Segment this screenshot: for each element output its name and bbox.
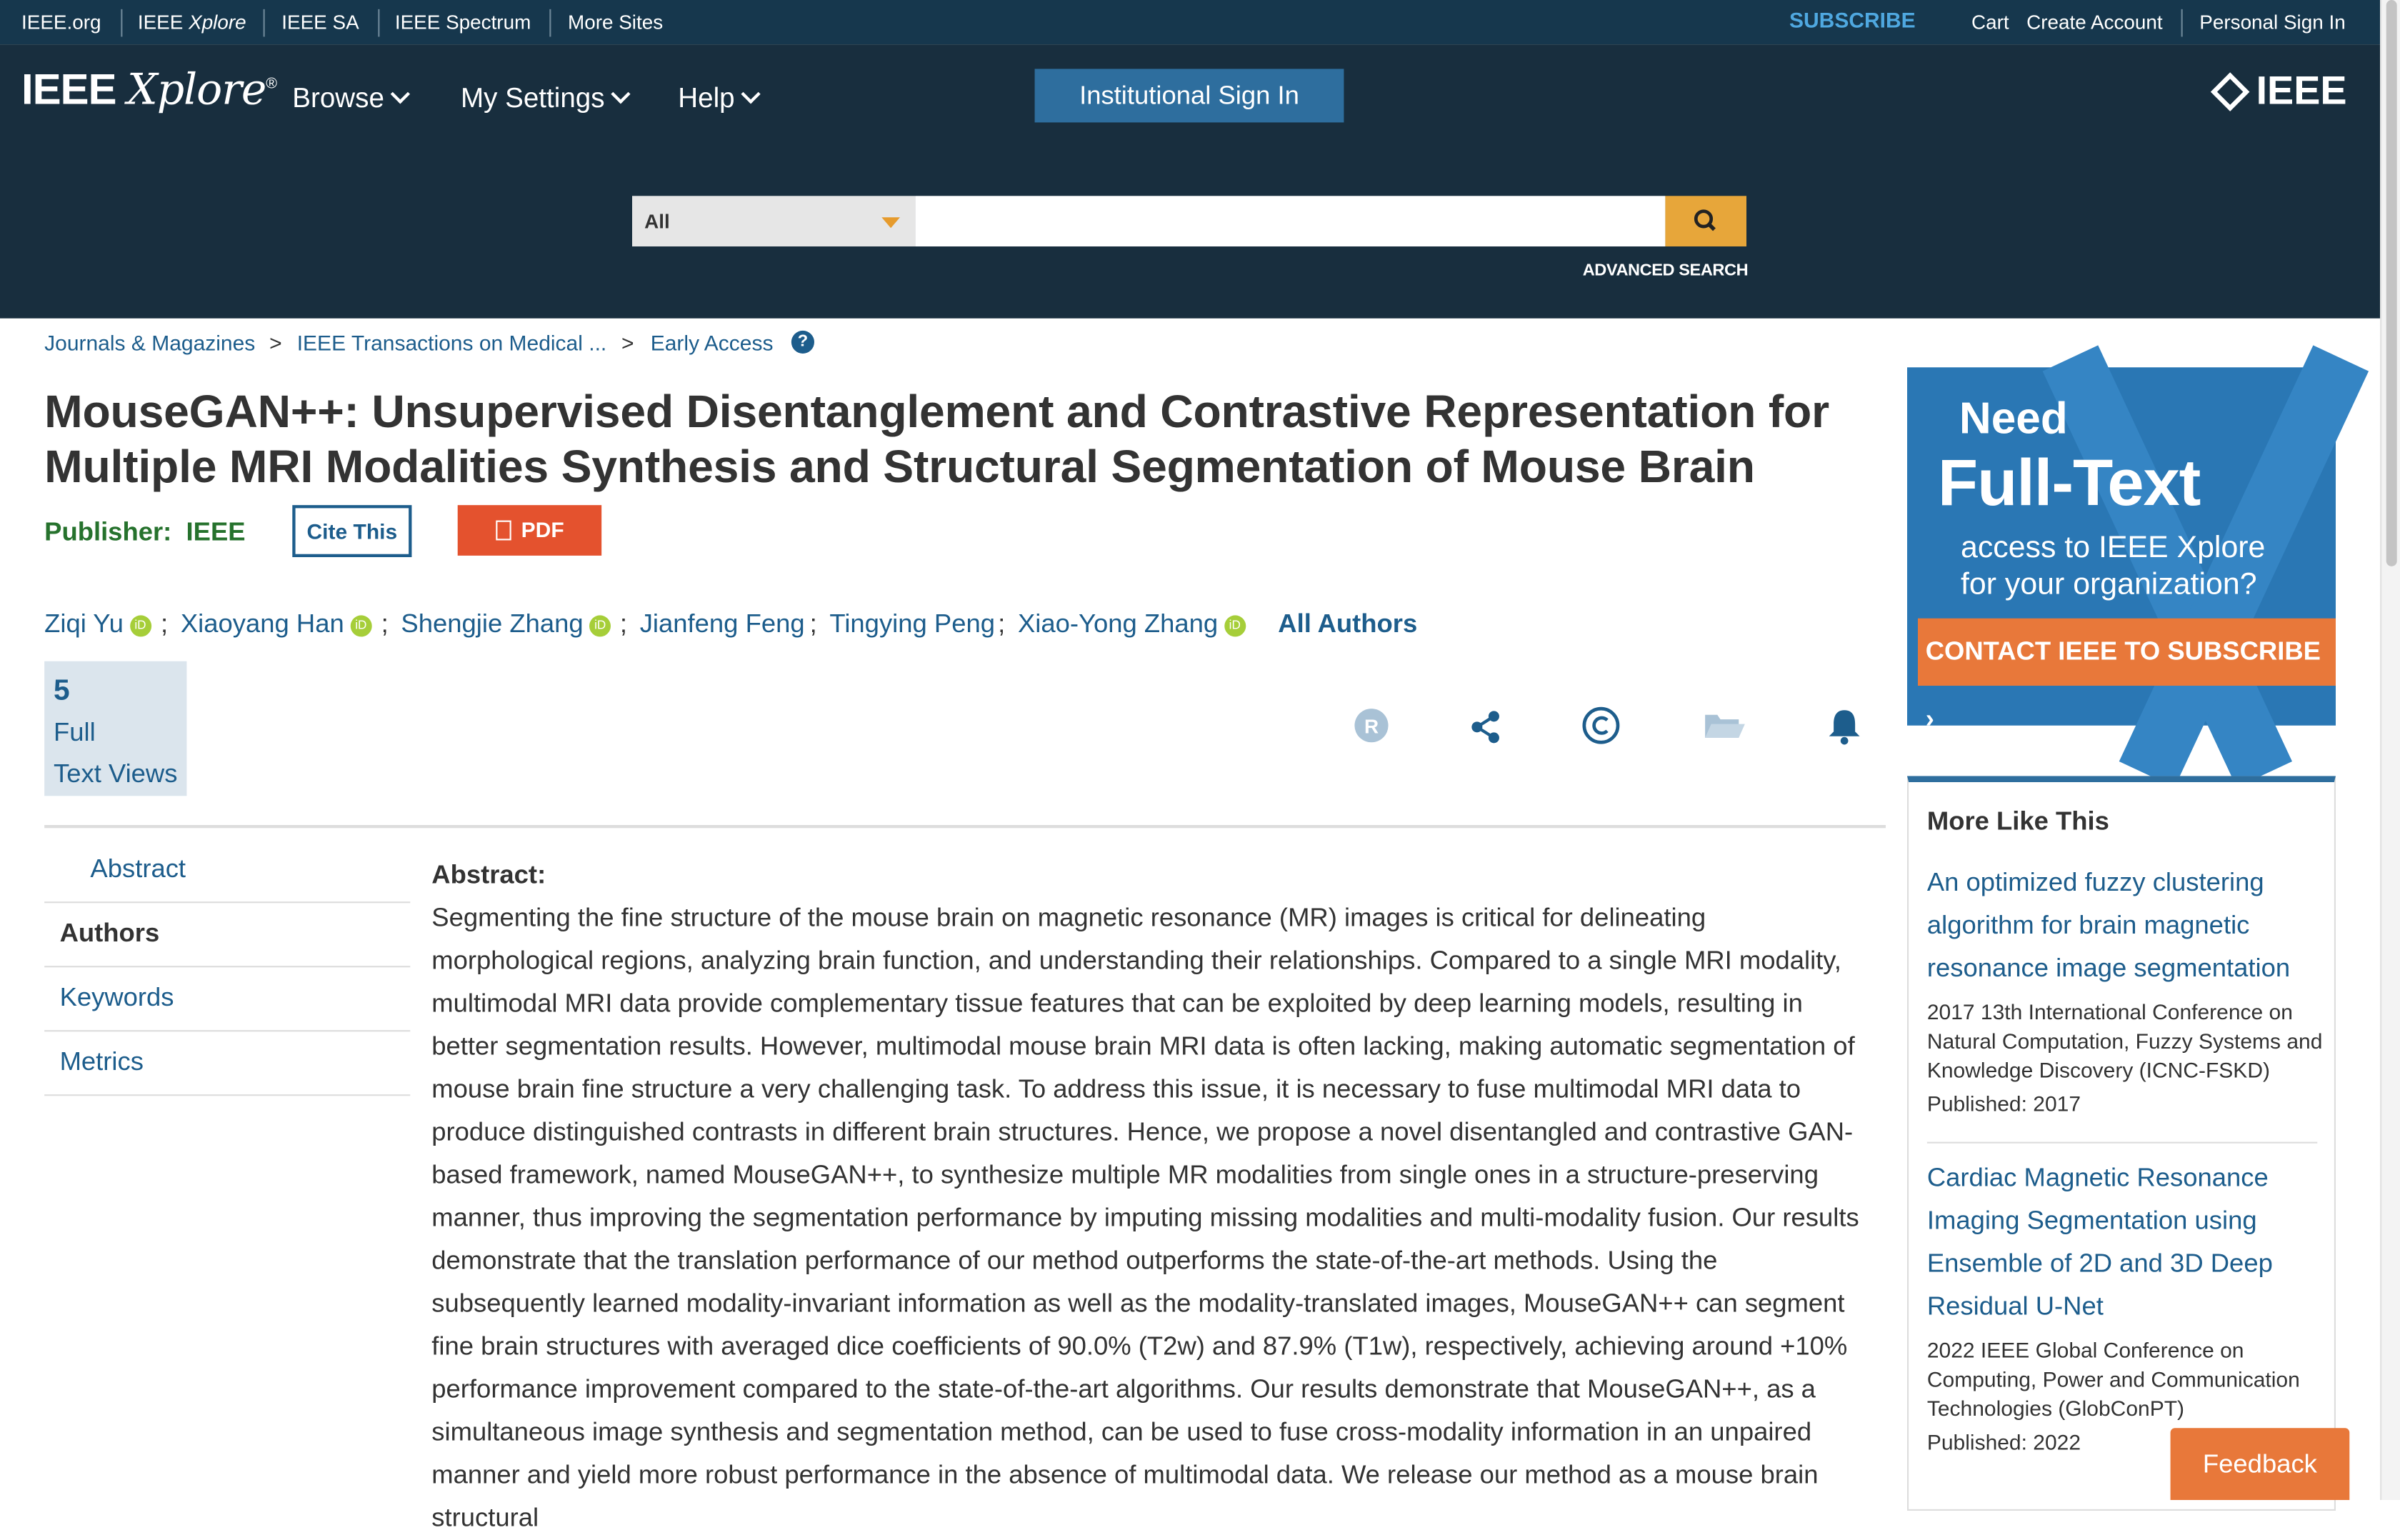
- related-article-source: 2017 13th International Conference on Natural Computation, Fuzzy Systems and Knowledge Discovery (ICNC-FSKD): [1926, 999, 2323, 1082]
- dropdown-arrow-icon: [881, 217, 900, 228]
- folder-icon[interactable]: [1702, 704, 1745, 755]
- logo-text-italic: Xplore: [127, 64, 266, 115]
- search-scope-value: All: [644, 209, 670, 233]
- rights-icon[interactable]: [1353, 704, 1389, 755]
- author-link[interactable]: [44, 609, 151, 640]
- author-name: Ziqi Yu: [44, 609, 124, 639]
- ad-line-1: Need: [1959, 394, 2068, 444]
- breadcrumb-early-access[interactable]: Early Access: [650, 330, 774, 356]
- chevron-down-icon: [611, 84, 630, 104]
- breadcrumb-separator: >: [621, 330, 634, 356]
- link-text: IEEE: [137, 11, 189, 34]
- author-name: Tingying Peng: [829, 609, 995, 639]
- all-authors-link[interactable]: All Authors: [1278, 609, 1418, 639]
- full-text-views-metric: [44, 661, 186, 796]
- scrollbar-thumb[interactable]: [2386, 0, 2397, 566]
- divider: [378, 9, 379, 37]
- chevron-down-icon: [741, 84, 761, 104]
- link-text-italic: Xplore: [189, 11, 246, 34]
- tab-authors[interactable]: Authors: [44, 903, 410, 967]
- search-scope-select[interactable]: [632, 196, 915, 246]
- alert-bell-icon[interactable]: [1826, 704, 1862, 755]
- author-link[interactable]: [401, 609, 611, 640]
- logo-text: IEEE: [21, 66, 128, 114]
- views-label: Full: [54, 717, 96, 747]
- ieee-logo[interactable]: [2216, 67, 2347, 114]
- publisher-label: Publisher:: [44, 517, 172, 546]
- related-article-link[interactable]: An optimized fuzzy clustering algorithm for brain magnetic resonance image segmentation: [1926, 868, 2291, 983]
- more-like-this-heading: More Like This: [1926, 806, 2109, 836]
- breadcrumb-separator: >: [269, 330, 282, 356]
- publisher-name: IEEE: [186, 517, 246, 546]
- orcid-icon[interactable]: iD: [129, 615, 151, 636]
- ieee-spectrum-link[interactable]: IEEE Spectrum: [394, 11, 531, 34]
- ieee-xplore-link[interactable]: [138, 11, 246, 34]
- ieee-xplore-logo[interactable]: [21, 64, 276, 115]
- author-link[interactable]: [829, 609, 995, 640]
- author-name: Xiaoyang Han: [180, 609, 344, 639]
- breadcrumb-transactions[interactable]: IEEE Transactions on Medical ...: [296, 330, 607, 356]
- chevron-down-icon: [391, 84, 410, 104]
- related-article-link[interactable]: Cardiac Magnetic Resonance Imaging Segmentation using Ensemble of 2D and 3D Deep Residual U-Net: [1926, 1163, 2273, 1321]
- more-like-this-panel: [1907, 776, 2336, 1511]
- views-count: 5: [54, 675, 70, 707]
- ieee-org-link[interactable]: IEEE.org: [21, 11, 101, 34]
- my-settings-menu[interactable]: [461, 83, 628, 115]
- browse-menu[interactable]: [292, 83, 407, 115]
- browse-label: Browse: [292, 82, 384, 114]
- full-text-ad-banner[interactable]: [1907, 367, 2336, 734]
- institutional-sign-in-button[interactable]: Institutional Sign In: [1035, 69, 1344, 122]
- pdf-label: PDF: [521, 517, 564, 542]
- publisher-info: [44, 517, 245, 548]
- related-article-published: Published: 2022: [1926, 1429, 2081, 1454]
- author-separator: ;: [161, 609, 169, 639]
- author-name: Shengjie Zhang: [401, 609, 584, 639]
- cart-link[interactable]: Cart: [1971, 11, 2009, 34]
- create-account-link[interactable]: Create Account: [2026, 11, 2163, 34]
- author-separator: ;: [809, 609, 817, 639]
- article-title: MouseGAN++: Unsupervised Disentanglement and Contrastive Representation for Multiple MRI Modalities Synthesis and Structural Segmentation of Mouse Brain: [44, 387, 1829, 493]
- ad-line-4: for your organization?: [1961, 568, 2257, 602]
- copyright-icon[interactable]: [1581, 704, 1621, 755]
- tab-abstract[interactable]: Abstract: [44, 839, 410, 903]
- breadcrumb-journals[interactable]: Journals & Magazines: [44, 330, 256, 356]
- global-top-bar: [0, 0, 2380, 44]
- rights-glyph: R: [1364, 715, 1379, 738]
- my-settings-label: My Settings: [461, 82, 605, 114]
- help-label: Help: [678, 82, 735, 114]
- author-link[interactable]: [181, 609, 371, 640]
- ieee-diamond-icon: [2211, 72, 2250, 111]
- help-menu[interactable]: [678, 83, 757, 115]
- search-button[interactable]: [1665, 196, 1746, 246]
- author-name: Jianfeng Feng: [639, 609, 805, 639]
- advanced-search-link[interactable]: ADVANCED SEARCH: [1582, 261, 1749, 281]
- divider: [1927, 1142, 2317, 1144]
- tab-metrics[interactable]: Metrics: [44, 1031, 410, 1096]
- abstract-text: Segmenting the fine structure of the mouse brain on magnetic resonance (MR) images is critical for delineating morphological regions, analyzing brain function, and understanding their relationships. Compared to a single MRI modality, multimodal MRI data provide complementary tissue features that can be exploited by deep learning models, resulting in better segmentation results. However, multimodal mouse brain MRI data is often lacking, making automatic segmentation of mouse brain fine structure a very challenging task. To address this issue, it is necessary to fuse multimodal MRI data to produce distinguished contrasts in different brain structures. Hence, we propose a novel disentangled and contrastive GAN-based framework, named MouseGAN++, to synthesize multiple MR modalities from single ones in a structure-preserving manner, thus improving the segmentation performance by imputing missing modalities and multi-modality fusion. Our results demonstrate that the translation performance of our method outperforms the state-of-the-art methods. Using the subsequently learned modality-invariant information as well as the modality-translated images, MouseGAN++ can segment fine brain structures with averaged dice coefficients of 90.0% (T2w) and 87.9% (T1w), respectively, achieving around +10% performance improvement compared to the state-of-the-art algorithms. Our results demonstrate that MouseGAN++, as a simultaneous image synthesis and segmentation method, can be used to fuse cross-modality information in an unpaired manner and yield more robust performance in the absence of multimodal data. We release our method as a mouse brain structural: [431, 903, 1859, 1532]
- orcid-icon[interactable]: iD: [589, 615, 611, 636]
- share-icon[interactable]: [1469, 704, 1503, 755]
- contact-ieee-subscribe-button[interactable]: CONTACT IEEE TO SUBSCRIBE ›: [1918, 619, 2336, 686]
- ieee-sa-link[interactable]: IEEE SA: [281, 11, 359, 34]
- ad-line-2: Full-Text: [1937, 446, 2201, 521]
- author-link[interactable]: [1018, 609, 1246, 640]
- help-question-icon[interactable]: ?: [791, 331, 814, 354]
- pdf-file-icon: [495, 521, 510, 541]
- divider: [549, 9, 551, 37]
- more-sites-link[interactable]: More Sites: [568, 11, 664, 34]
- author-separator: ;: [381, 609, 389, 639]
- feedback-button[interactable]: Feedback: [2171, 1428, 2350, 1500]
- author-separator: ;: [619, 609, 628, 639]
- related-article-published: Published: 2017: [1926, 1091, 2081, 1116]
- search-icon: [1665, 196, 1746, 246]
- subscribe-link[interactable]: SUBSCRIBE: [1789, 7, 1916, 32]
- ieee-logo-text: IEEE: [2256, 67, 2347, 114]
- search-input[interactable]: [915, 196, 1665, 246]
- divider: [264, 9, 265, 37]
- tab-keywords[interactable]: Keywords: [44, 967, 410, 1031]
- ad-line-3: access to IEEE Xplore: [1961, 531, 2266, 565]
- abstract-heading: Abstract:: [431, 860, 546, 889]
- cite-this-button[interactable]: Cite This: [292, 505, 411, 557]
- article-sections-nav: [44, 839, 410, 1096]
- related-article-source: 2022 IEEE Global Conference on Computing, Power and Communication Technologies (GlobConPT): [1926, 1337, 2300, 1421]
- pdf-button[interactable]: [458, 505, 601, 556]
- author-separator: ;: [998, 609, 1006, 639]
- orcid-icon[interactable]: iD: [1224, 615, 1246, 636]
- page-scrollbar[interactable]: [2380, 0, 2400, 1500]
- divider: [121, 9, 122, 37]
- registered-mark: ®: [266, 76, 276, 94]
- author-link[interactable]: [640, 609, 805, 640]
- section-divider: [44, 825, 1886, 828]
- orcid-icon[interactable]: iD: [350, 615, 371, 636]
- personal-sign-in-link[interactable]: Personal Sign In: [2199, 11, 2346, 34]
- divider: [2181, 9, 2183, 37]
- views-label: Text Views: [54, 759, 178, 789]
- author-name: Xiao-Yong Zhang: [1018, 609, 1219, 639]
